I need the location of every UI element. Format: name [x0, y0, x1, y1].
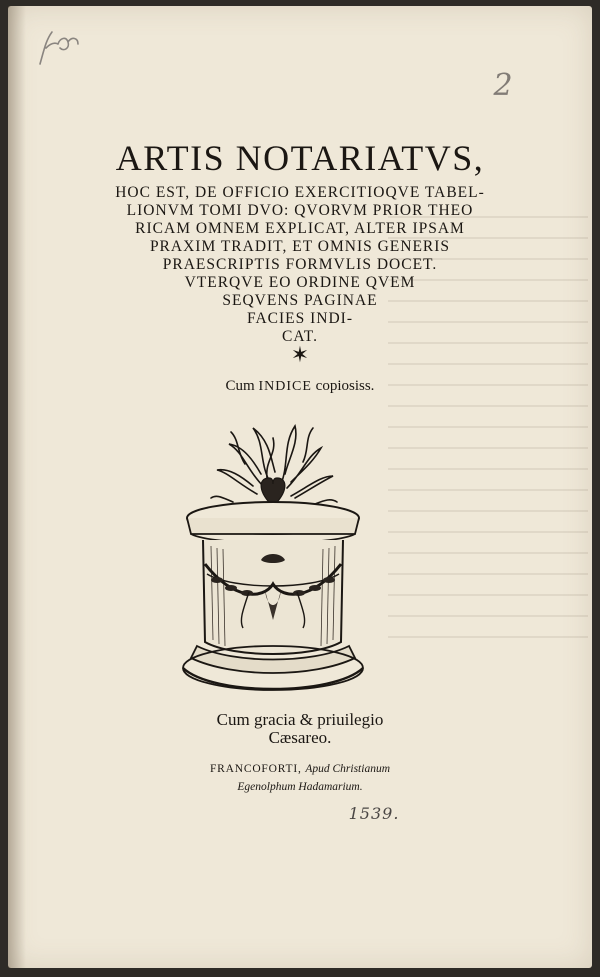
asterisk-ornament: ✶ — [290, 342, 310, 367]
manuscript-folio-number: 2 — [493, 68, 513, 103]
imprint-publisher-line: Egenolphum Hadamarium. — [237, 781, 363, 793]
imprint-line — [8, 763, 592, 775]
imprint-publisher: Apud Christianum — [305, 763, 391, 775]
subtitle-line: CAT. — [281, 328, 318, 345]
imprint-place: FRANCOFORTI, — [209, 763, 302, 775]
cum-indice-suffix: copiosiss. — [311, 378, 375, 394]
cum-indice-line — [8, 378, 592, 395]
subtitle-line: PRAXIM TRADIT, ET OMNIS GENERIS — [149, 238, 451, 255]
subtitle-line: FACIES INDI- — [247, 310, 353, 327]
book-page — [8, 6, 592, 968]
subtitle-line: HOC EST, DE OFFICIO EXERCITIOQVE TABEL- — [115, 184, 485, 201]
privilege-line: Cæsareo. — [268, 728, 332, 747]
subtitle-line: RICAM OMNEM EXPLICAT, ALTER IPSAM — [135, 220, 465, 237]
book-title: ARTIS NOTARIATVS, — [115, 138, 485, 178]
manuscript-corner-mark — [32, 28, 84, 68]
cum-indice-caps: INDICE — [258, 379, 312, 394]
subtitle-line: PRAESCRIPTIS FORMVLIS DOCET. — [162, 256, 438, 273]
subtitle-line: VTERQVE EO ORDINE QVEM — [184, 274, 416, 291]
flaming-heart-altar-icon — [173, 414, 373, 696]
manuscript-date-note: 1539. — [348, 804, 400, 823]
cum-indice-prefix: Cum — [225, 378, 259, 394]
subtitle-line: SEQVENS PAGINAE — [222, 292, 378, 309]
privilege-line: Cum gracia & priuilegio — [216, 710, 384, 729]
subtitle-line: LIONVM TOMI DVO: QVORVM PRIOR THEO — [126, 202, 474, 219]
